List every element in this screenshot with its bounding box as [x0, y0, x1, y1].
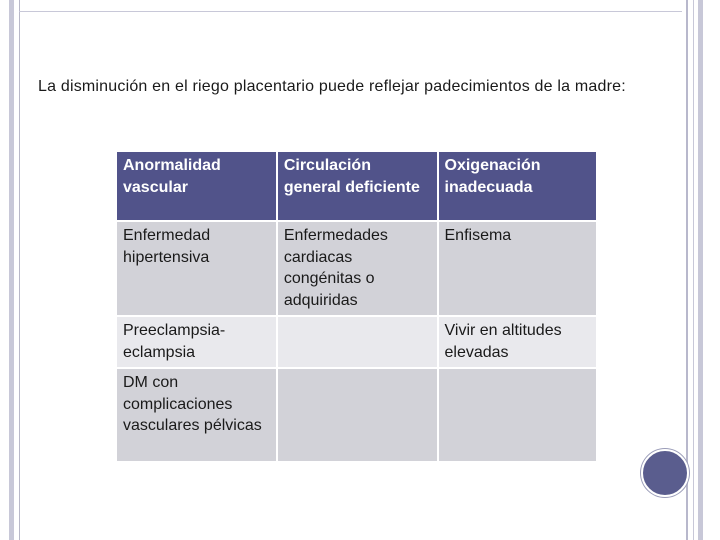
table-header-row — [117, 152, 596, 220]
header-cell: Oxigenación inadecuada — [439, 152, 597, 220]
conditions-table — [115, 150, 598, 463]
table-cell: Enfisema — [439, 222, 597, 315]
right-border-line — [686, 0, 688, 540]
table-cell — [278, 369, 437, 461]
left-border-line — [19, 0, 20, 540]
table-row — [117, 369, 596, 461]
left-border-bar — [9, 0, 14, 540]
table-cell: Enfermedad hipertensiva — [117, 222, 276, 315]
table-cell — [439, 369, 597, 461]
intro-paragraph: La disminución en el riego placentario puede reflejar padecimientos de la madre: — [38, 78, 626, 95]
table-cell: Vivir en altitudes elevadas — [439, 317, 597, 367]
table-cell: Preeclampsia-eclampsia — [117, 317, 276, 367]
right-border-bar — [698, 0, 703, 540]
top-border-line — [19, 11, 682, 12]
right-border-line-thin — [693, 0, 694, 540]
header-cell: Anormalidad vascular — [117, 152, 276, 220]
table-row — [117, 222, 596, 315]
table-cell — [278, 317, 437, 367]
table-row — [117, 317, 596, 367]
table-cell: Enfermedades cardiacas congénitas o adquiridas — [278, 222, 437, 315]
header-cell: Circulación general deficiente — [278, 152, 437, 220]
table-cell: DM con complicaciones vasculares pélvicas — [117, 369, 276, 461]
decorative-circle — [641, 449, 689, 497]
